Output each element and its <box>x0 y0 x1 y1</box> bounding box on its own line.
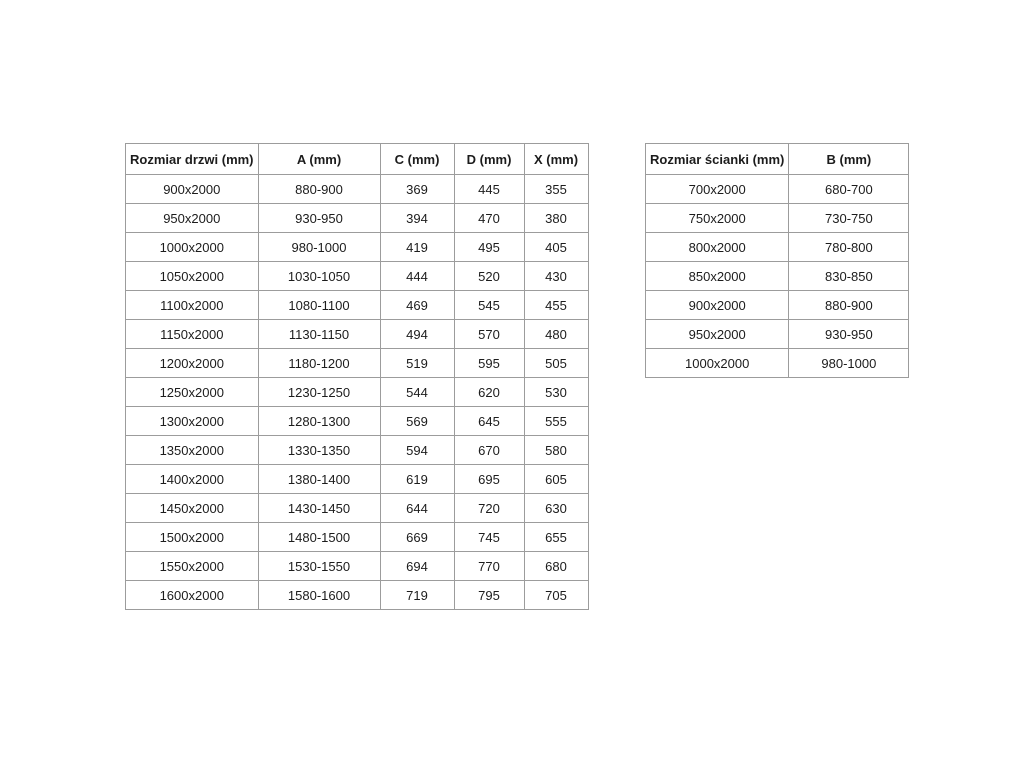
wall-dimensions-table <box>645 143 909 378</box>
table-cell: 355 <box>524 175 588 204</box>
table-cell: 1050x2000 <box>126 262 259 291</box>
table-cell: 669 <box>380 523 454 552</box>
table-cell: 645 <box>454 407 524 436</box>
table-cell: 1150x2000 <box>126 320 259 349</box>
table-cell: 680-700 <box>789 175 909 204</box>
table-row <box>126 175 589 204</box>
table-cell: 369 <box>380 175 454 204</box>
table-cell: 1250x2000 <box>126 378 259 407</box>
table-cell: 880-900 <box>258 175 380 204</box>
table-cell: 1180-1200 <box>258 349 380 378</box>
table-row <box>646 204 909 233</box>
table-cell: 455 <box>524 291 588 320</box>
table-cell: 720 <box>454 494 524 523</box>
table-row <box>126 552 589 581</box>
table-cell: 1480-1500 <box>258 523 380 552</box>
table-cell: 1500x2000 <box>126 523 259 552</box>
table-cell: 570 <box>454 320 524 349</box>
table-cell: 1000x2000 <box>646 349 789 378</box>
table-cell: 430 <box>524 262 588 291</box>
table-cell: 705 <box>524 581 588 610</box>
column-header: C (mm) <box>380 144 454 175</box>
table-cell: 544 <box>380 378 454 407</box>
table-cell: 900x2000 <box>126 175 259 204</box>
table-cell: 545 <box>454 291 524 320</box>
table-cell: 520 <box>454 262 524 291</box>
door-dimensions-table-container <box>125 143 589 610</box>
table-cell: 1600x2000 <box>126 581 259 610</box>
table-cell: 1130-1150 <box>258 320 380 349</box>
column-header: X (mm) <box>524 144 588 175</box>
table-cell: 694 <box>380 552 454 581</box>
table-cell: 1550x2000 <box>126 552 259 581</box>
table-cell: 644 <box>380 494 454 523</box>
table-row <box>126 262 589 291</box>
wall-dimensions-table-container <box>645 143 909 378</box>
door-dimensions-table <box>125 143 589 610</box>
table-row <box>646 233 909 262</box>
table-cell: 1300x2000 <box>126 407 259 436</box>
table-cell: 980-1000 <box>789 349 909 378</box>
table-row <box>126 523 589 552</box>
table-cell: 419 <box>380 233 454 262</box>
table-cell: 930-950 <box>258 204 380 233</box>
column-header: B (mm) <box>789 144 909 175</box>
table-row <box>646 262 909 291</box>
table-cell: 519 <box>380 349 454 378</box>
table-cell: 980-1000 <box>258 233 380 262</box>
table-cell: 730-750 <box>789 204 909 233</box>
table-row <box>126 494 589 523</box>
table-cell: 680 <box>524 552 588 581</box>
column-header: Rozmiar ścianki (mm) <box>646 144 789 175</box>
table-row <box>126 581 589 610</box>
table-row <box>646 349 909 378</box>
column-header: Rozmiar drzwi (mm) <box>126 144 259 175</box>
table-cell: 1400x2000 <box>126 465 259 494</box>
table-row <box>126 349 589 378</box>
table-cell: 530 <box>524 378 588 407</box>
table-cell: 1530-1550 <box>258 552 380 581</box>
column-header: D (mm) <box>454 144 524 175</box>
table-row <box>126 465 589 494</box>
column-header: A (mm) <box>258 144 380 175</box>
table-cell: 495 <box>454 233 524 262</box>
table-cell: 745 <box>454 523 524 552</box>
table-cell: 795 <box>454 581 524 610</box>
table-cell: 494 <box>380 320 454 349</box>
table-cell: 555 <box>524 407 588 436</box>
table-row <box>646 320 909 349</box>
table-cell: 505 <box>524 349 588 378</box>
table-cell: 595 <box>454 349 524 378</box>
header-row <box>126 144 589 175</box>
table-cell: 469 <box>380 291 454 320</box>
table-row <box>126 407 589 436</box>
table-cell: 1580-1600 <box>258 581 380 610</box>
header-row <box>646 144 909 175</box>
table-cell: 445 <box>454 175 524 204</box>
table-cell: 1200x2000 <box>126 349 259 378</box>
table-cell: 580 <box>524 436 588 465</box>
table-cell: 394 <box>380 204 454 233</box>
table-cell: 1350x2000 <box>126 436 259 465</box>
table-cell: 700x2000 <box>646 175 789 204</box>
table-row <box>126 320 589 349</box>
table-cell: 750x2000 <box>646 204 789 233</box>
table-cell: 444 <box>380 262 454 291</box>
table-cell: 1380-1400 <box>258 465 380 494</box>
table-cell: 1080-1100 <box>258 291 380 320</box>
table-cell: 950x2000 <box>646 320 789 349</box>
table-cell: 695 <box>454 465 524 494</box>
table-cell: 830-850 <box>789 262 909 291</box>
table-cell: 900x2000 <box>646 291 789 320</box>
table-cell: 780-800 <box>789 233 909 262</box>
table-cell: 850x2000 <box>646 262 789 291</box>
table-cell: 380 <box>524 204 588 233</box>
table-cell: 1030-1050 <box>258 262 380 291</box>
table-cell: 1280-1300 <box>258 407 380 436</box>
table-cell: 594 <box>380 436 454 465</box>
table-cell: 930-950 <box>789 320 909 349</box>
table-row <box>646 291 909 320</box>
table-row <box>126 378 589 407</box>
table-cell: 1330-1350 <box>258 436 380 465</box>
table-cell: 620 <box>454 378 524 407</box>
table-row <box>126 291 589 320</box>
table-row <box>126 204 589 233</box>
table-cell: 880-900 <box>789 291 909 320</box>
table-cell: 470 <box>454 204 524 233</box>
table-row <box>126 436 589 465</box>
table-cell: 480 <box>524 320 588 349</box>
table-cell: 569 <box>380 407 454 436</box>
table-cell: 670 <box>454 436 524 465</box>
table-cell: 1450x2000 <box>126 494 259 523</box>
table-cell: 619 <box>380 465 454 494</box>
table-cell: 655 <box>524 523 588 552</box>
table-cell: 1100x2000 <box>126 291 259 320</box>
table-cell: 1230-1250 <box>258 378 380 407</box>
table-cell: 719 <box>380 581 454 610</box>
table-cell: 630 <box>524 494 588 523</box>
table-cell: 405 <box>524 233 588 262</box>
table-cell: 950x2000 <box>126 204 259 233</box>
table-row <box>126 233 589 262</box>
table-row <box>646 175 909 204</box>
table-cell: 770 <box>454 552 524 581</box>
table-cell: 1430-1450 <box>258 494 380 523</box>
table-cell: 800x2000 <box>646 233 789 262</box>
table-cell: 1000x2000 <box>126 233 259 262</box>
table-cell: 605 <box>524 465 588 494</box>
